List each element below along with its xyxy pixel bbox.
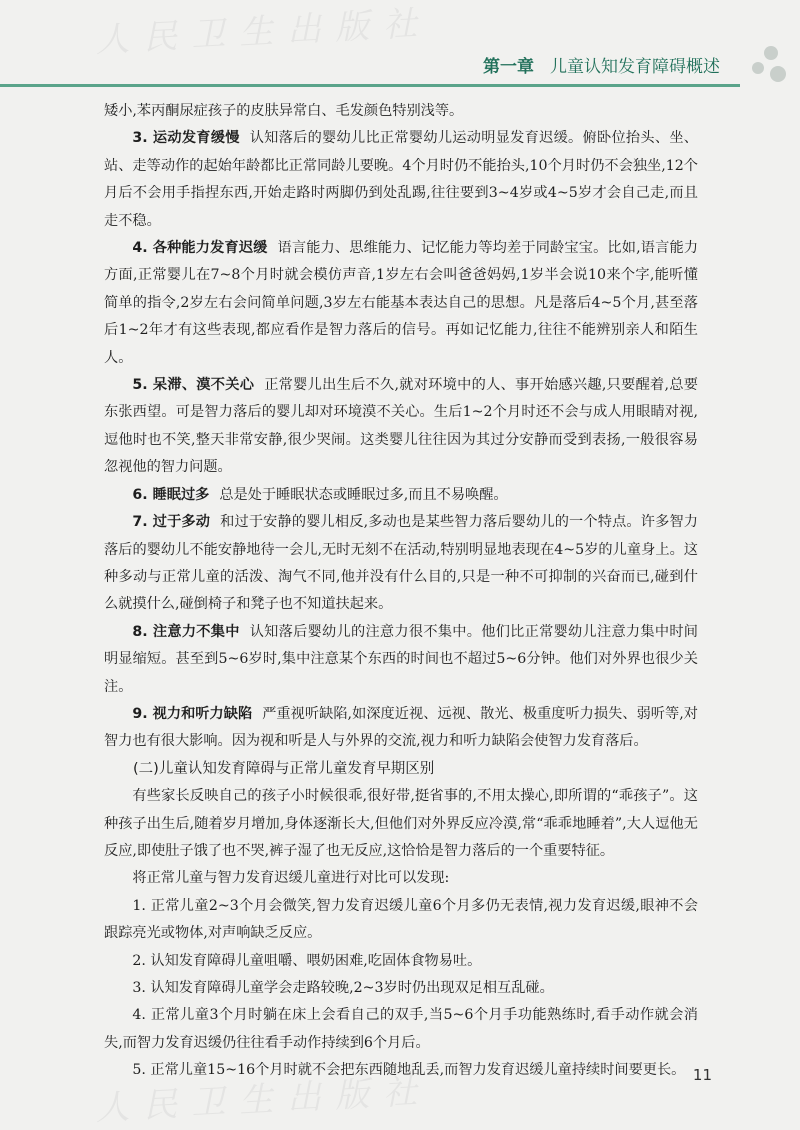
paragraph: 有些家长反映自己的孩子小时候很乖,很好带,挺省事的,不用太操心,即所谓的“乖孩子”。这种孩子出生后,随着岁月增加,身体逐渐长大,但他们对外界反应冷漠,常“乖乖地睡着”,大人逗他无反应,即使肚子饿了也不哭,裤子湿了也无反应,这恰恰是智力落后的一个重要特征。 <box>104 788 698 859</box>
paragraph: 4. 各种能力发育迟缓 语言能力、思维能力、记忆能力等均差于同龄宝宝。比如,语言能力方面,正常婴儿在7~8个月时就会模仿声音,1岁左右会叫爸爸妈妈,1岁半会说10来个字,能听懂简单的指令,2岁左右会问简单问题,3岁左右能基本表达自己的思想。凡是落后4~5个月,甚至落后1~2年才有这些表现,都应看作是智力落后的信号。再如记忆能力,往往不能辨别亲人和陌生人。 <box>104 240 699 366</box>
list-item: 4. 正常儿童3个月时躺在床上会看自己的双手,当5~6个月手功能熟练时,看手动作就会消失,而智力发育迟缓仍往往看手动作持续到6个月后。 <box>104 1007 698 1051</box>
list-item: 5. 正常儿童15~16个月时就不会把东西随地乱丢,而智力发育迟缓儿童持续时间要更长。 <box>132 1062 686 1079</box>
item-label: 5. 呆滞、漠不关心 <box>132 377 255 394</box>
header-title <box>483 52 720 77</box>
paragraph: 9. 视力和听力缺陷 严重视听缺陷,如深度近视、远视、散光、极重度听力损失、弱听等,对智力也有很大影响。因为视和听是人与外界的交流,视力和听力缺陷会使智力发育落后。 <box>104 705 698 750</box>
paragraph: 6. 睡眠过多 总是处于睡眠状态或睡眠过多,而且不易唤醒。 <box>132 486 508 503</box>
paragraph: 8. 注意力不集中 认知落后婴幼儿的注意力很不集中。他们比正常婴幼儿注意力集中时间明显缩短。甚至到5~6岁时,集中注意某个东西的时间也不超过5~6分钟。他们对外界也很少关注。 <box>104 623 698 695</box>
paragraph: 5. 呆滞、漠不关心 正常婴儿出生后不久,就对环境中的人、事开始感兴趣,只要醒着,总要东张西望。可是智力落后的婴儿却对环境漠不关心。生后1~2个月时还不会与成人用眼睛对视,逗他时也不笑,整天非常安静,很少哭闹。这类婴儿往往因为其过分安静而受到表扬,一般很容易忽视他的智力问题。 <box>104 377 698 476</box>
section-heading: (二)儿童认知发育障碍与正常儿童发育早期区别 <box>133 760 435 777</box>
item-label: 3. 运动发育缓慢 <box>132 130 240 147</box>
chapter-title: 儿童认知发育障碍概述 <box>550 57 720 77</box>
page-number: 11 <box>692 1066 712 1084</box>
list-item: 1. 正常儿童2~3个月会微笑,智力发育迟缓儿童6个月多仍无表情,视力发育迟缓,眼神不会跟踪亮光或物体,对声响缺乏反应。 <box>104 897 698 942</box>
paragraph: 7. 过于多动 和过于安静的婴儿相反,多动也是某些智力落后婴幼儿的一个特点。许多智力落后的婴幼儿不能安静地待一会儿,无时无刻不在活动,特别明显地表现在4~5岁的儿童身上。这种多动与正常儿童的活泼、淘气不同,他并没有什么目的,只是一种不可抑制的兴奋而已,碰到什么就摸什么,碰倒椅子和凳子也不知道扶起来。 <box>104 514 698 613</box>
paragraph: 3. 运动发育缓慢 认知落后的婴幼儿比正常婴幼儿运动明显发育迟缓。俯卧位抬头、坐、站、走等动作的起始年龄都比正常同龄儿要晚。4个月时仍不能抬头,10个月时仍不会独坐,12个月后不会用手指捏东西,开始走路时两脚仍到处乱踢,往往要到3~4岁或4~5岁才会自己走,而且走不稳。 <box>104 130 698 229</box>
header-rule <box>0 84 740 87</box>
decorative-dots <box>734 44 794 88</box>
item-label: 9. 视力和听力缺陷 <box>132 705 253 722</box>
running-header <box>0 44 800 88</box>
item-label: 6. 睡眠过多 <box>132 486 210 503</box>
chapter-number: 第一章 <box>483 57 534 77</box>
list-item: 2. 认知发育障碍儿童咀嚼、喂奶困难,吃固体食物易吐。 <box>132 952 482 969</box>
paragraph: 矮小,苯丙酮尿症孩子的皮肤异常白、毛发颜色特别浅等。 <box>104 103 464 119</box>
publisher-watermark: 人民卫生出版社 <box>94 3 432 61</box>
item-label: 7. 过于多动 <box>132 514 211 531</box>
item-label: 4. 各种能力发育迟缓 <box>132 240 268 257</box>
item-label: 8. 注意力不集中 <box>132 623 240 640</box>
list-item: 3. 认知发育障碍儿童学会走路较晚,2~3岁时仍出现双足相互乱碰。 <box>132 980 554 996</box>
publisher-watermark: 人民卫生出版社 <box>94 1071 432 1129</box>
body-text <box>104 98 698 1085</box>
paragraph: 将正常儿童与智力发育迟缓儿童进行对比可以发现: <box>132 870 450 887</box>
